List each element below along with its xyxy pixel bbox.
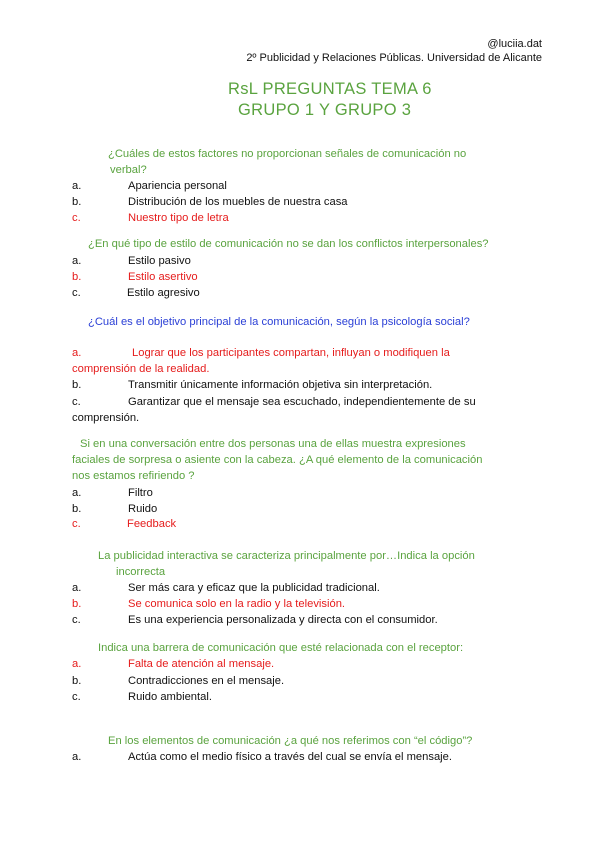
page-subtitle: GRUPO 1 Y GRUPO 3 [238, 101, 412, 119]
option-text: Transmitir únicamente información objetiva sin interpretación. [128, 379, 433, 391]
option-text: Filtro [128, 487, 153, 499]
question-4 [72, 436, 482, 484]
question-7 [108, 733, 472, 749]
option-letter: b. [72, 196, 82, 208]
option-letter: c. [72, 518, 81, 530]
option-text: Falta de atención al mensaje. [128, 658, 275, 670]
option-letter: b. [72, 271, 82, 283]
option-text: Ser más cara y eficaz que la publicidad tradicional. [128, 582, 380, 594]
option-text: Se comunica solo en la radio y la televisión. [128, 598, 346, 610]
option-text: Actúa como el medio físico a través del cual se envía el mensaje. [128, 751, 452, 763]
option-text: Contradicciones en el mensaje. [128, 675, 285, 687]
option-text: Garantizar que el mensaje sea escuchado, independientemente de su [128, 396, 476, 408]
option-letter: a. [72, 487, 82, 499]
question-3 [88, 314, 470, 330]
course-info: 2º Publicidad y Relaciones Públicas. Universidad de Alicante [246, 52, 542, 64]
option-letter: b. [72, 675, 82, 687]
question-5 [98, 548, 475, 580]
option-text: Estilo pasivo [128, 255, 191, 267]
question-4-line2: faciales de sorpresa o asiente con la cabeza. ¿A qué elemento de la comunicación [72, 454, 483, 466]
option-text: Apariencia personal [128, 180, 227, 192]
question-1 [108, 146, 466, 178]
option-letter: a. [72, 658, 82, 670]
question-1-line1: ¿Cuáles de estos factores no proporcionan señales de comunicación no [108, 148, 467, 160]
option-letter: a. [72, 582, 82, 594]
question-6 [98, 640, 463, 656]
question-3-option-a-continuation: comprensión de la realidad. [72, 363, 210, 375]
question-5-line1: La publicidad interactiva se caracteriza principalmente por…Indica la opción [98, 550, 475, 562]
option-text: Lograr que los participantes compartan, influyan o modifiquen la [132, 347, 450, 359]
option-letter: a. [72, 751, 82, 763]
author-handle: @luciia.dat [487, 38, 542, 50]
option-letter: c. [72, 212, 81, 224]
option-letter: c. [72, 396, 81, 408]
question-4-line1: Si en una conversación entre dos personas una de ellas muestra expresiones [80, 438, 466, 450]
option-letter: c. [72, 691, 81, 703]
question-7-line1: En los elementos de comunicación ¿a qué nos referimos con “el código”? [108, 735, 473, 747]
option-text: Es una experiencia personalizada y directa con el consumidor. [128, 614, 438, 626]
question-3-line1: ¿Cuál es el objetivo principal de la comunicación, según la psicología social? [88, 316, 470, 328]
option-text: Ruido ambiental. [128, 691, 212, 703]
option-letter: a. [72, 180, 82, 192]
option-letter: c. [72, 287, 81, 299]
option-text: Estilo agresivo [127, 287, 200, 299]
option-letter: a. [72, 255, 82, 267]
question-3-option-c-continuation: comprensión. [72, 412, 140, 424]
option-text: Estilo asertivo [128, 271, 198, 283]
option-text: Ruido [128, 503, 158, 515]
question-2 [88, 236, 489, 252]
option-letter: b. [72, 598, 82, 610]
question-2-line1: ¿En qué tipo de estilo de comunicación no se dan los conflictos interpersonales? [88, 238, 489, 250]
option-letter: c. [72, 614, 81, 626]
option-text: Feedback [127, 518, 177, 530]
option-text: Distribución de los muebles de nuestra casa [128, 196, 348, 208]
question-1-line2: verbal? [110, 164, 147, 176]
question-6-line1: Indica una barrera de comunicación que esté relacionada con el receptor: [98, 642, 464, 654]
question-4-line3: nos estamos refiriendo ? [72, 470, 195, 482]
question-5-line2: incorrecta [116, 566, 166, 578]
page-title: RsL PREGUNTAS TEMA 6 [228, 80, 432, 98]
option-letter: b. [72, 379, 82, 391]
option-text: Nuestro tipo de letra [128, 212, 229, 224]
option-letter: b. [72, 503, 82, 515]
option-letter: a. [72, 347, 82, 359]
